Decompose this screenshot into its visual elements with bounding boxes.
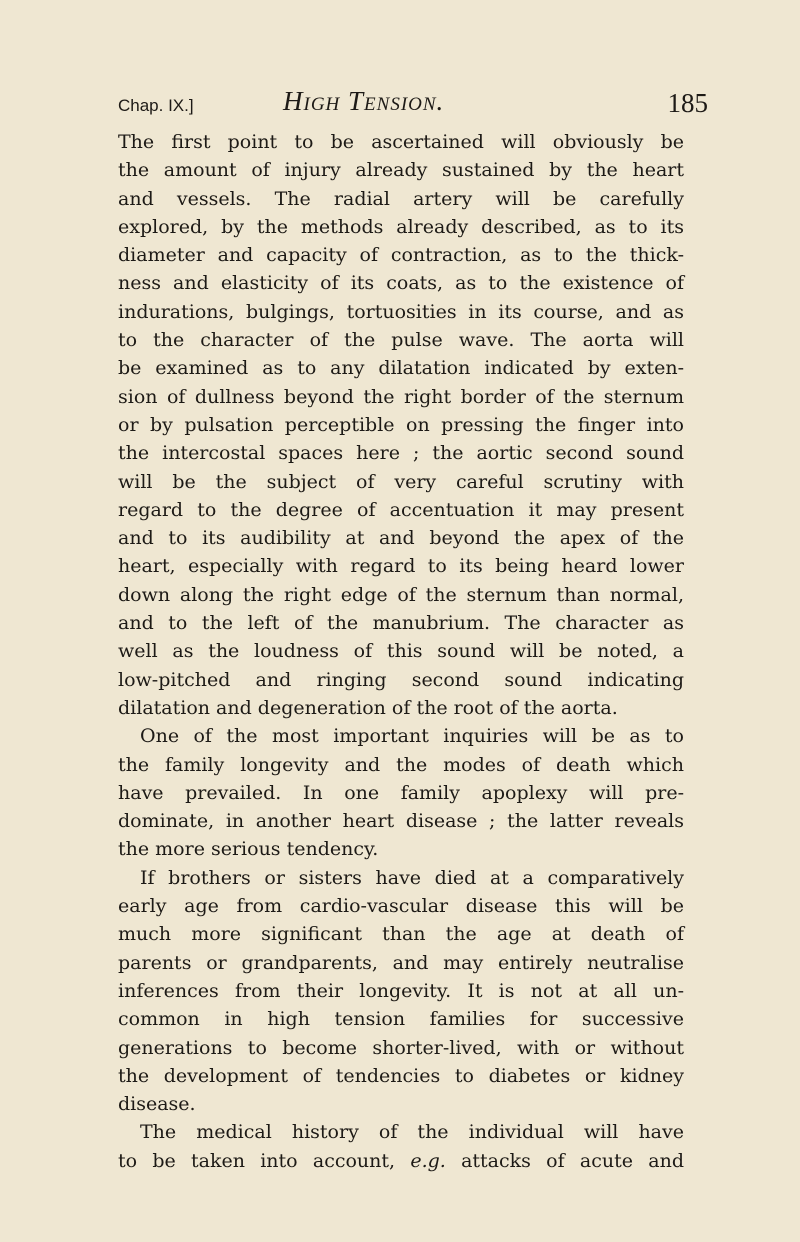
text-line: early age from cardio-vascular disease this will be: [118, 895, 684, 918]
page-number: 185: [667, 88, 708, 118]
paragraph: [118, 128, 684, 722]
text-line: well as the loudness of this sound will be noted, a: [118, 640, 684, 663]
text-line: and to its audibility at and beyond the apex of the: [118, 527, 684, 550]
text-line: the family longevity and the modes of death which: [118, 753, 684, 776]
text-line: regard to the degree of accentuation it may present: [118, 498, 684, 521]
text-line: disease.: [118, 1093, 196, 1116]
text-line: heart, especially with regard to its being heard lower: [118, 555, 684, 578]
text-line: have prevailed. In one family apoplexy will pre-: [118, 781, 684, 804]
text-line: ness and elasticity of its coats, as to the existence of: [118, 272, 684, 295]
text-line: explored, by the methods already described, as to its: [118, 215, 684, 238]
text-line: or by pulsation perceptible on pressing the finger into: [118, 413, 684, 436]
text-line: and to the left of the manubrium. The character as: [118, 612, 684, 635]
paragraph: [118, 864, 684, 1119]
text-line: inferences from their longevity. It is not at all un-: [118, 979, 684, 1002]
text-line: dominate, in another heart disease ; the latter reveals: [118, 810, 684, 833]
text-line: indurations, bulgings, tortuosities in its course, and as: [118, 300, 684, 323]
paragraph: [118, 1118, 684, 1175]
text-line: down along the right edge of the sternum than normal,: [118, 583, 684, 606]
text-line: to the character of the pulse wave. The aorta will: [118, 329, 684, 352]
text-line: sion of dullness beyond the right border of the sternum: [118, 385, 684, 408]
text-line: common in high tension families for successive: [118, 1008, 684, 1031]
text-line: the amount of injury already sustained by the heart: [118, 159, 684, 182]
text-line: generations to become shorter-lived, with or without: [118, 1036, 684, 1059]
running-title: High Tension.: [283, 86, 445, 116]
text-line: dilatation and degeneration of the root of the aorta.: [118, 696, 618, 719]
text-line: diameter and capacity of contraction, as to the thick-: [118, 244, 684, 267]
text-line: the more serious tendency.: [118, 838, 379, 861]
paragraph: [118, 722, 684, 863]
text-line: will be the subject of very careful scrutiny with: [118, 470, 684, 493]
text-line: One of the most important inquiries will be as to: [140, 725, 684, 748]
text-line: low-pitched and ringing second sound indicating: [118, 668, 684, 691]
text-line: much more significant than the age at death of: [118, 923, 684, 946]
text-line: to be taken into account, e.g. attacks of acute and: [118, 1149, 684, 1172]
text-line: the intercostal spaces here ; the aortic second sound: [118, 442, 684, 465]
text-line: The medical history of the individual will have: [140, 1121, 684, 1144]
chapter-reference: Chap. IX.]: [118, 96, 194, 115]
text-line: and vessels. The radial artery will be carefully: [118, 187, 684, 210]
running-head: [118, 86, 708, 126]
text-line: The first point to be ascertained will obviously be: [118, 131, 684, 153]
text-line: If brothers or sisters have died at a comparatively: [140, 866, 684, 889]
text-line: parents or grandparents, and may entirely neutralise: [118, 951, 684, 974]
text-line: the development of tendencies to diabetes or kidney: [118, 1064, 684, 1087]
body-text: [118, 128, 684, 1175]
text-line: be examined as to any dilatation indicated by exten-: [118, 357, 684, 380]
